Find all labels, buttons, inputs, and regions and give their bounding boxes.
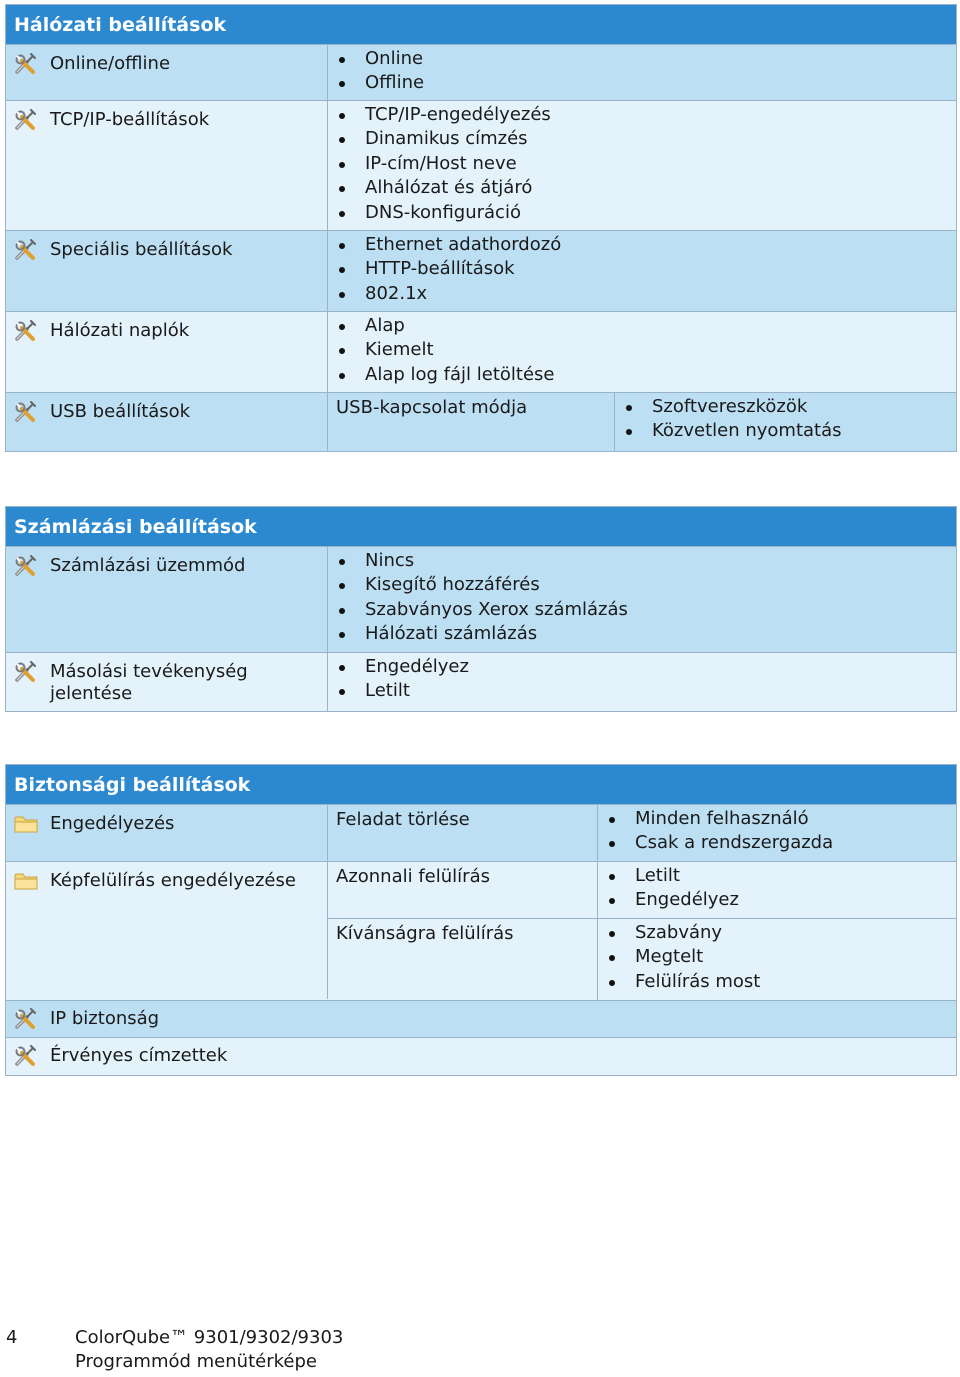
sub-setting[interactable]: [328, 919, 598, 1000]
row-label: Érvényes címzettek: [50, 1045, 228, 1066]
list-item: Alap log fájl letöltése: [336, 363, 956, 387]
options-list: [328, 45, 956, 100]
list-item: Szabvány: [606, 921, 956, 945]
menu-item-copy-activity-report[interactable]: [6, 653, 328, 711]
list-item: Engedélyez: [336, 655, 956, 679]
tools-icon: [14, 320, 38, 342]
menu-item-usb-settings[interactable]: [6, 393, 328, 451]
sub-setting[interactable]: [328, 805, 598, 861]
menu-item-ip-security[interactable]: [6, 1001, 328, 1037]
menu-item-online-offline[interactable]: [6, 45, 328, 100]
menu-item-valid-recipients[interactable]: [6, 1038, 328, 1075]
tools-icon: [14, 239, 38, 261]
table-row: [6, 45, 956, 101]
sub-setting: [328, 393, 615, 451]
list-item: Megtelt: [606, 945, 956, 969]
options-list: [598, 862, 956, 918]
table-row: [6, 653, 956, 711]
tools-icon: [14, 401, 38, 423]
list-item: Közvetlen nyomtatás: [623, 419, 956, 443]
list-item: TCP/IP-engedélyezés: [336, 103, 956, 127]
row-label: Engedélyezés: [50, 813, 175, 834]
list-item: Nincs: [336, 549, 956, 573]
folder-icon: [14, 870, 38, 892]
options-list: [598, 805, 956, 861]
billing-settings-table: [5, 506, 957, 712]
tools-icon: [14, 1008, 38, 1030]
sub-setting-label: USB-kapcsolat módja: [336, 397, 528, 418]
tools-icon: [14, 661, 38, 683]
options-list: [328, 101, 956, 230]
network-settings-title: Hálózati beállítások: [6, 5, 956, 45]
options-list: [328, 547, 956, 652]
table-row: [328, 862, 956, 919]
options-list: [615, 393, 956, 451]
table-row: [6, 393, 956, 451]
row-label: Másolási tevékenység jelentése: [50, 661, 248, 704]
table-row: [6, 101, 956, 231]
billing-settings-title: Számlázási beállítások: [6, 507, 956, 547]
menu-item-billing-mode[interactable]: [6, 547, 328, 652]
list-item: Alhálózat és átjáró: [336, 176, 956, 200]
folder-icon: [14, 813, 38, 835]
list-item: Alap: [336, 314, 956, 338]
list-item: Csak a rendszergazda: [606, 831, 956, 855]
row-label: USB beállítások: [50, 401, 191, 422]
menu-item-authorization[interactable]: [6, 805, 328, 861]
footer-text: [75, 1326, 475, 1374]
list-item: DNS-konfiguráció: [336, 201, 956, 225]
row-label: Online/offline: [50, 53, 171, 74]
menu-item-image-overwrite[interactable]: [6, 862, 328, 999]
row-label: Speciális beállítások: [50, 239, 233, 260]
table-row: [6, 1001, 956, 1038]
row-label: Számlázási üzemmód: [50, 555, 246, 576]
table-row: [6, 312, 956, 393]
list-item: Dinamikus címzés: [336, 127, 956, 151]
list-item: HTTP-beállítások: [336, 257, 956, 281]
tools-icon: [14, 1045, 38, 1067]
table-row: [6, 1038, 956, 1075]
sub-setting-label: Azonnali felülírás: [336, 866, 490, 887]
menu-item-advanced-settings[interactable]: [6, 231, 328, 311]
table-row: [6, 547, 956, 653]
options-list: [598, 919, 956, 1000]
page-number: 4: [6, 1327, 18, 1348]
table-row: [328, 919, 956, 1000]
options-list: [328, 312, 956, 392]
list-item: Minden felhasználó: [606, 807, 956, 831]
menu-item-tcpip[interactable]: [6, 101, 328, 230]
list-item: Kiemelt: [336, 338, 956, 362]
list-item: Szoftvereszközök: [623, 395, 956, 419]
row-label: IP biztonság: [50, 1008, 160, 1029]
row-label: Hálózati naplók: [50, 320, 190, 341]
list-item: IP-cím/Host neve: [336, 152, 956, 176]
list-item: Ethernet adathordozó: [336, 233, 956, 257]
table-row: [6, 805, 956, 862]
list-item: Felülírás most: [606, 970, 956, 994]
row-label: TCP/IP-beállítások: [50, 109, 210, 130]
options-list: [328, 231, 956, 311]
list-item: Online: [336, 47, 956, 71]
list-item: Szabványos Xerox számlázás: [336, 598, 956, 622]
list-item: Offline: [336, 71, 956, 95]
sub-setting-label: Kívánságra felülírás: [336, 923, 514, 944]
image-overwrite-group: [6, 862, 956, 1001]
tools-icon: [14, 53, 38, 75]
network-settings-table: [5, 4, 957, 452]
tools-icon: [14, 109, 38, 131]
sub-setting-label: Feladat törlése: [336, 809, 470, 830]
list-item: Engedélyez: [606, 888, 956, 912]
row-label: Képfelülírás engedélyezése: [50, 870, 296, 891]
list-item: Kisegítő hozzáférés: [336, 573, 956, 597]
options-list: [328, 653, 956, 711]
list-item: 802.1x: [336, 282, 956, 306]
security-settings-table: [5, 764, 957, 1076]
list-item: Letilt: [336, 679, 956, 703]
sub-setting[interactable]: [328, 862, 598, 918]
list-item: Letilt: [606, 864, 956, 888]
security-settings-title: Biztonsági beállítások: [6, 765, 956, 805]
menu-item-network-logs[interactable]: [6, 312, 328, 392]
product-name: ColorQube™ 9301/9302/9303: [75, 1327, 344, 1348]
footer-subtitle: Programmód menütérképe: [75, 1351, 317, 1372]
table-row: [6, 231, 956, 312]
list-item: Hálózati számlázás: [336, 622, 956, 646]
tools-icon: [14, 555, 38, 577]
